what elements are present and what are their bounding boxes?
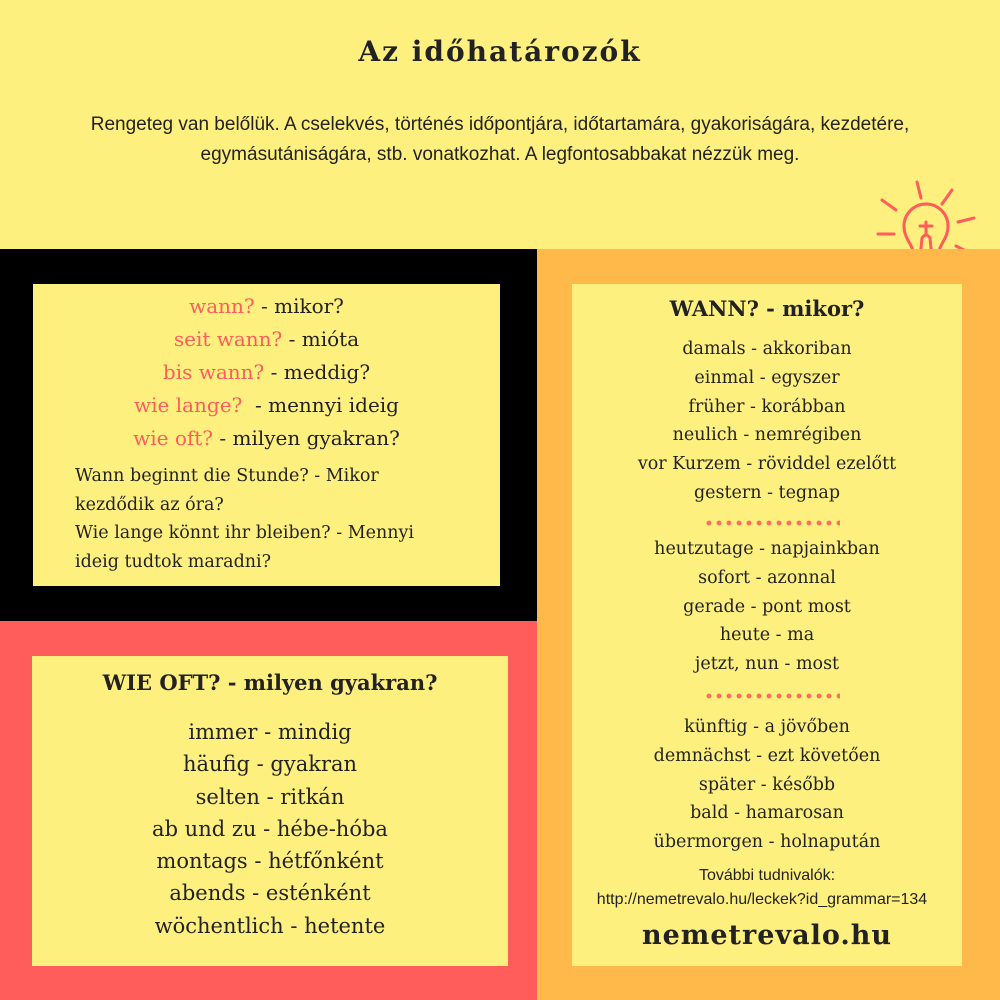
list-item: bald - hamarosan (690, 803, 844, 824)
list-item: häufig - gyakran (182, 752, 358, 777)
list-item: heutzutage - napjainkban (654, 539, 880, 559)
wann-future-list (572, 713, 962, 857)
example-1-line-1: Wann beginnt die Stunde? - Mikor (75, 466, 379, 486)
question-translation: - mikor? (254, 294, 344, 318)
wann-present-list (572, 535, 962, 679)
intro-text (30, 110, 970, 170)
page-title: Az időhatározók (358, 35, 642, 68)
question-word: seit wann? (173, 327, 283, 351)
question-translation: - mennyi ideig (242, 393, 399, 417)
question-translation: - mióta (282, 327, 360, 351)
intro-line-2: egymásutániságára, stb. vonatkozhat. A legfontosabbakat nézzük meg. (200, 144, 800, 165)
question-item (33, 356, 500, 389)
list-item: demnächst - ezt követően (653, 745, 881, 766)
wie-oft-card (32, 656, 508, 966)
list-item: abends - esténként (169, 881, 371, 906)
intro-line-1: Rengeteg van belőlük. A cselekvés, történés időpontjára, időtartamára, gyakoriságára, kezdetére, (90, 114, 910, 135)
more-info-label: További tudnivalók: (698, 867, 836, 884)
question-item (33, 290, 500, 323)
more-info-link[interactable]: http://nemetrevalo.hu/leckek?id_grammar=134 (596, 891, 928, 908)
question-translation: - meddig? (264, 360, 371, 384)
questions-card (33, 284, 500, 586)
wie-oft-list (32, 716, 508, 942)
question-item (33, 389, 500, 422)
question-word: bis wann? (162, 360, 265, 384)
example-2-line-1: Wie lange könnt ihr bleiben? - Mennyi (75, 523, 414, 543)
list-item: jetzt, nun - most (694, 654, 840, 675)
list-item: heute - ma (719, 625, 815, 646)
wann-past-list (572, 335, 962, 508)
list-item: gestern - tegnap (693, 482, 841, 503)
list-item: montags - hétfőnként (156, 849, 384, 874)
list-item: übermorgen - holnapután (653, 832, 881, 853)
list-item: künftig - a jövőben (684, 717, 850, 737)
list-item: gerade - pont most (683, 596, 851, 617)
list-item: sofort - azonnal (698, 567, 836, 588)
list-item: ab und zu - hébe-hóba (152, 816, 388, 841)
list-item: neulich - nemrégiben (672, 425, 862, 446)
list-item: wöchentlich - hetente (154, 913, 386, 938)
list-item: einmal - egyszer (694, 367, 840, 388)
example-1-line-2: kezdődik az óra? (75, 494, 224, 515)
dotted-divider (704, 693, 840, 699)
question-word: wann? (189, 294, 255, 318)
wann-heading: WANN? - mikor? (669, 296, 865, 321)
wann-card (572, 284, 962, 966)
list-item: später - később (698, 774, 836, 795)
brand-name: nemetrevalo.hu (641, 920, 893, 951)
list-item: vor Kurzem - röviddel ezelőtt (637, 454, 897, 475)
question-translation: - milyen gyakran? (213, 426, 400, 450)
more-info (572, 864, 962, 912)
question-list (33, 290, 500, 455)
example-2-line-2: ideig tudtok maradni? (75, 551, 272, 572)
list-item: selten - ritkán (195, 784, 345, 809)
list-item: damals - akkoriban (682, 339, 852, 359)
question-item (33, 323, 500, 356)
question-item (33, 422, 500, 455)
question-word: wie lange? (134, 393, 243, 417)
list-item: früher - korábban (688, 396, 846, 417)
wie-oft-heading: WIE OFT? - milyen gyakran? (102, 670, 438, 695)
example-sentences (75, 462, 485, 576)
question-word: wie oft? (133, 426, 214, 450)
dotted-divider (704, 520, 840, 526)
list-item: immer - mindig (188, 720, 352, 744)
